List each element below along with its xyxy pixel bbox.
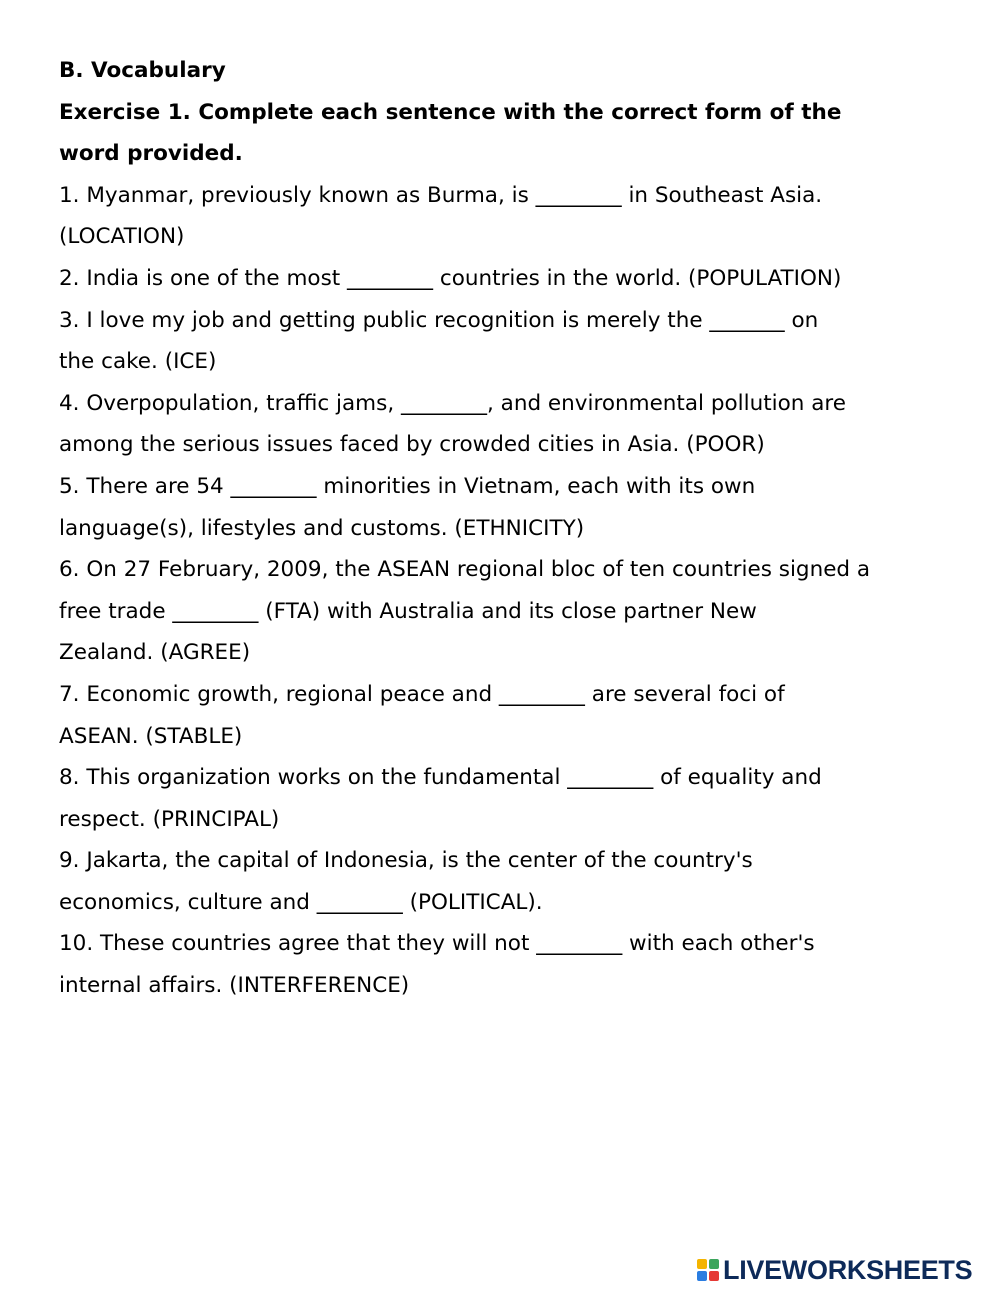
logo-square-red (709, 1271, 719, 1281)
section-title: B. Vocabulary (59, 58, 226, 83)
sentence-9-line-2: economics, culture and ________ (POLITICAL). (59, 889, 543, 915)
logo-square-yellow (697, 1259, 707, 1269)
sentence-10-line-1: 10. These countries agree that they will not ________ with each other's (59, 931, 815, 957)
logo-square-green (709, 1259, 719, 1269)
sentence-2-line-1: 2. India is one of the most ________ countries in the world. (POPULATION) (59, 265, 842, 291)
liveworksheets-logo-text: LIVEWORKSHEETS (723, 1254, 973, 1285)
sentence-3-line-2: the cake. (ICE) (59, 349, 217, 375)
sentence-6-line-2: free trade ________ (FTA) with Australia and its close partner New (59, 598, 757, 624)
sentence-6-line-1: 6. On 27 February, 2009, the ASEAN regional bloc of ten countries signed a (59, 557, 871, 583)
sentence-5-line-2: language(s), lifestyles and customs. (ETHNICITY) (59, 515, 585, 541)
worksheet-body (59, 50, 949, 1007)
sentence-6-line-3: Zealand. (AGREE) (59, 640, 251, 666)
sentence-4-line-2: among the serious issues faced by crowded cities in Asia. (POOR) (59, 432, 765, 458)
sentence-8-line-2: respect. (PRINCIPAL) (59, 806, 280, 832)
liveworksheets-logo (697, 1255, 972, 1285)
sentence-7-line-1: 7. Economic growth, regional peace and ________ are several foci of (59, 681, 785, 707)
liveworksheets-logo-icon (697, 1259, 719, 1281)
logo-square-blue (697, 1271, 707, 1281)
exercise-heading-line-1: Exercise 1. Complete each sentence with the correct form of the (59, 99, 842, 125)
sentence-9-line-1: 9. Jakarta, the capital of Indonesia, is the center of the country's (59, 848, 753, 874)
sentence-8-line-1: 8. This organization works on the fundamental ________ of equality and (59, 765, 822, 791)
exercise-heading-line-2: word provided. (59, 141, 243, 167)
sentence-5-line-1: 5. There are 54 ________ minorities in Vietnam, each with its own (59, 473, 756, 499)
sentence-7-line-2: ASEAN. (STABLE) (59, 723, 243, 749)
sentence-1-line-1: 1. Myanmar, previously known as Burma, is ________ in Southeast Asia. (59, 182, 823, 208)
sentence-1-line-2: (LOCATION) (59, 224, 185, 250)
sentence-10-line-2: internal affairs. (INTERFERENCE) (59, 973, 410, 999)
sentence-4-line-1: 4. Overpopulation, traffic jams, ________, and environmental pollution are (59, 390, 847, 416)
sentence-3-line-1: 3. I love my job and getting public recognition is merely the _______ on (59, 307, 819, 333)
